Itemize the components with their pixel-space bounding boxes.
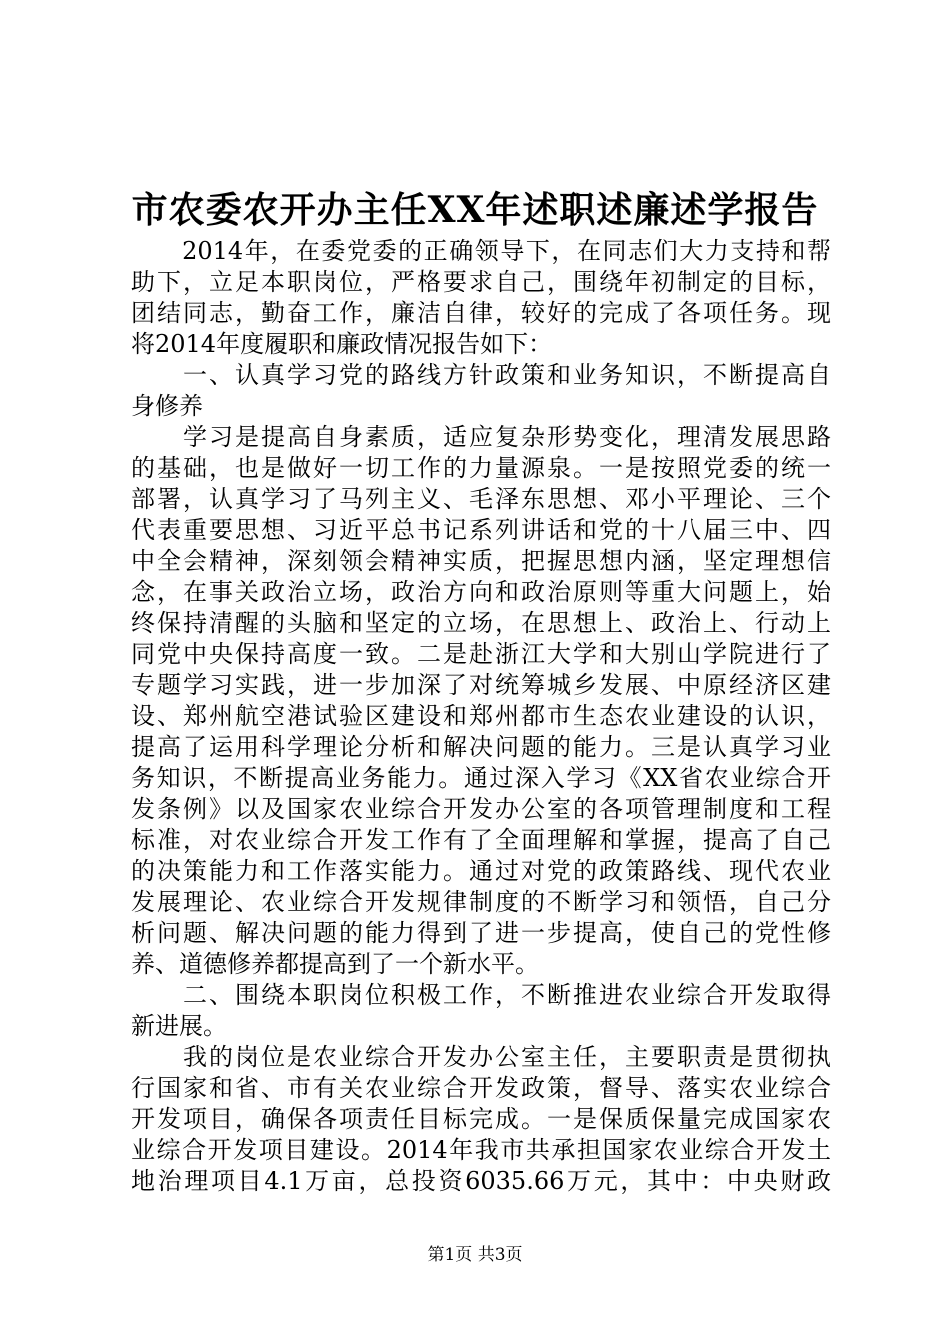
text-line: 我的岗位是农业综合开发办公室主任，主要职责是贯彻执 — [131, 1043, 831, 1071]
page-footer: 第1页 共3页 — [427, 1245, 523, 1265]
text-line: 发展理论、农业综合开发规律制度的不断学习和领悟，自己分 — [131, 888, 831, 916]
text-line: 终保持清醒的头脑和坚定的立场，在思想上、政治上、行动上 — [131, 609, 831, 637]
text-line: 二、围绕本职岗位积极工作，不断推进农业综合开发取得 — [131, 981, 831, 1009]
text-line: 养、道德修养都提高到了一个新水平。 — [131, 950, 539, 978]
text-line: 务知识，不断提高业务能力。通过深入学习《XX省农业综合开 — [131, 764, 831, 792]
text-line: 地治理项目4.1万亩，总投资6035.66万元，其中：中央财政 — [131, 1167, 831, 1195]
text-line: 身修养 — [131, 392, 203, 420]
text-line: 发条例》以及国家农业综合开发办公室的各项管理制度和工程 — [131, 795, 831, 823]
text-line: 学习是提高自身素质，适应复杂形势变化，理清发展思路 — [131, 423, 831, 451]
text-line: 新进展。 — [131, 1012, 227, 1040]
text-line: 将2014年度履职和廉政情况报告如下： — [131, 330, 553, 358]
text-line: 一、认真学习党的路线方针政策和业务知识，不断提高自 — [131, 361, 831, 389]
text-line: 开发项目，确保各项责任目标完成。一是保质保量完成国家农 — [131, 1105, 831, 1133]
text-line: 设、郑州航空港试验区建设和郑州都市生态农业建设的认识， — [131, 702, 831, 730]
document-body — [131, 236, 831, 1197]
text-line: 析问题、解决问题的能力得到了进一步提高，使自己的党性修 — [131, 919, 831, 947]
text-line: 的基础，也是做好一切工作的力量源泉。一是按照党委的统一 — [131, 454, 831, 482]
text-line: 业综合开发项目建设。2014年我市共承担国家农业综合开发土 — [131, 1136, 831, 1164]
text-line: 助下，立足本职岗位，严格要求自己，围绕年初制定的目标， — [131, 268, 831, 296]
text-line: 代表重要思想、习近平总书记系列讲话和党的十八届三中、四 — [131, 516, 831, 544]
text-line: 念，在事关政治立场，政治方向和政治原则等重大问题上，始 — [131, 578, 831, 606]
text-line: 提高了运用科学理论分析和解决问题的能力。三是认真学习业 — [131, 733, 831, 761]
text-line: 团结同志，勤奋工作，廉洁自律，较好的完成了各项任务。现 — [131, 299, 831, 327]
text-line: 中全会精神，深刻领会精神实质，把握思想内涵，坚定理想信 — [131, 547, 831, 575]
text-line: 的决策能力和工作落实能力。通过对党的政策路线、现代农业 — [131, 857, 831, 885]
text-line: 专题学习实践，进一步加深了对统筹城乡发展、中原经济区建 — [131, 671, 831, 699]
document-title: 市农委农开办主任XX年述职述廉述学报告 — [131, 189, 819, 231]
text-line: 2014年，在委党委的正确领导下，在同志们大力支持和帮 — [131, 237, 831, 265]
text-line: 行国家和省、市有关农业综合开发政策，督导、落实农业综合 — [131, 1074, 831, 1102]
text-line: 部署，认真学习了马列主义、毛泽东思想、邓小平理论、三个 — [131, 485, 831, 513]
text-line: 同党中央保持高度一致。二是赴浙江大学和大别山学院进行了 — [131, 640, 831, 668]
text-line: 标准，对农业综合开发工作有了全面理解和掌握，提高了自己 — [131, 826, 831, 854]
